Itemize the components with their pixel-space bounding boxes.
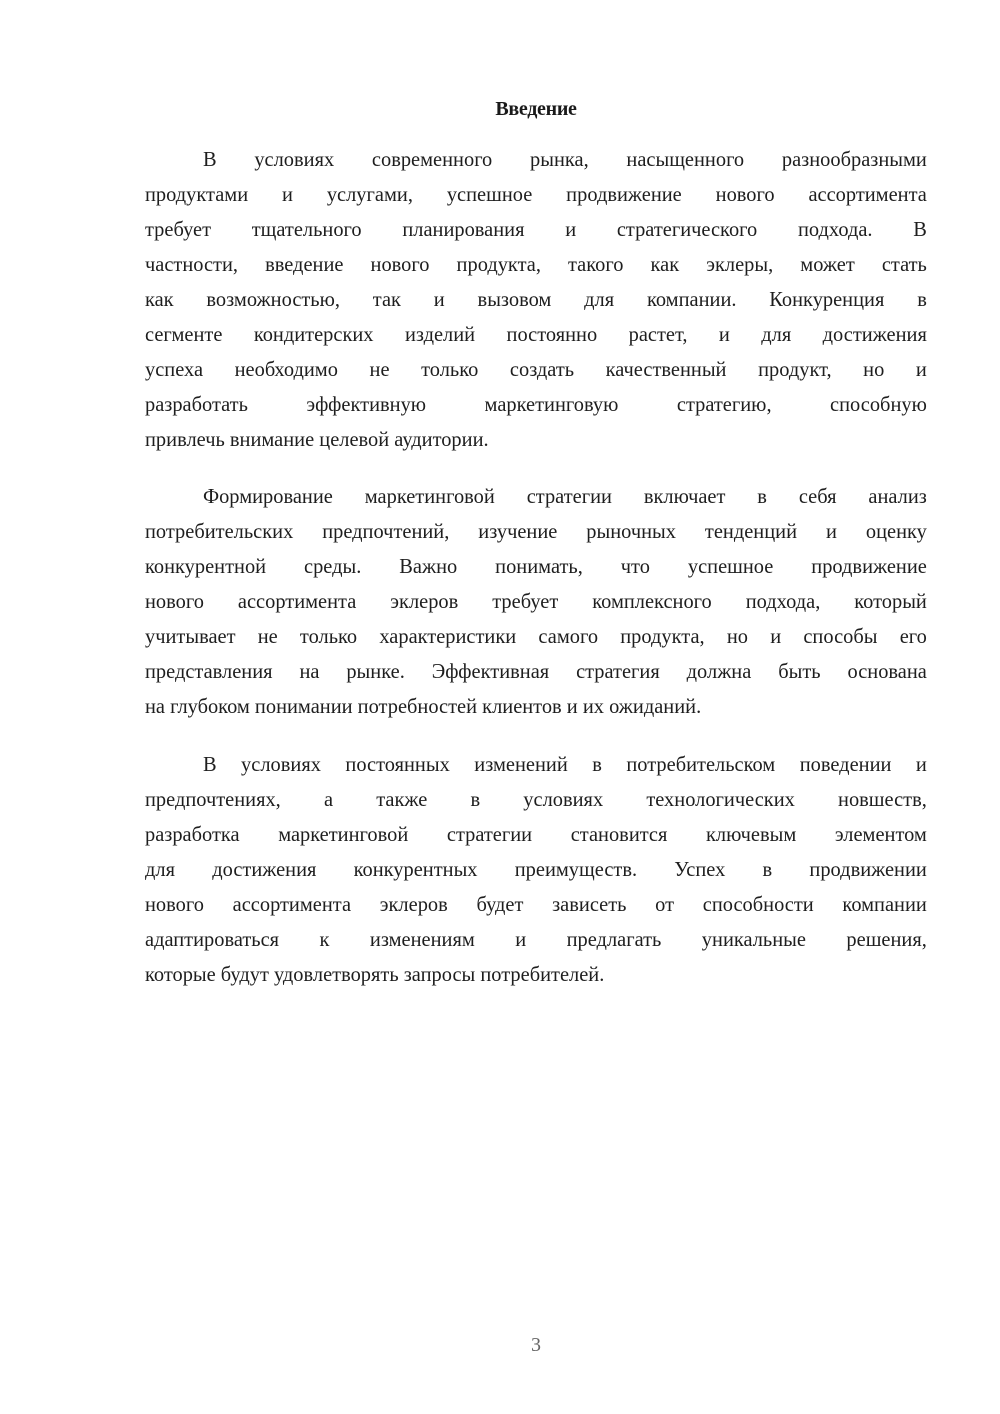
section-title: Введение bbox=[495, 98, 577, 120]
text-line: частности, введение нового продукта, такого как эклеры, может стать bbox=[145, 252, 927, 276]
text-line: продуктами и услугами, успешное продвижение нового ассортимента bbox=[145, 182, 927, 206]
text-line: представления на рынке. Эффективная стратегия должна быть основана bbox=[145, 659, 927, 683]
text-line: для достижения конкурентных преимуществ. Успех в продвижении bbox=[145, 857, 927, 881]
text-line: привлечь внимание целевой аудитории. bbox=[145, 427, 489, 451]
text-line: В условиях постоянных изменений в потребительском поведении и bbox=[202, 752, 927, 776]
text-line: нового ассортимента эклеров будет зависеть от способности компании bbox=[145, 892, 927, 916]
text-line: нового ассортимента эклеров требует комплексного подхода, который bbox=[145, 589, 927, 613]
text-line: требует тщательного планирования и стратегического подхода. В bbox=[145, 217, 927, 241]
text-line: успеха необходимо не только создать качественный продукт, но и bbox=[145, 357, 927, 381]
paragraph-3 bbox=[145, 747, 927, 992]
text-line: разработка маркетинговой стратегии становится ключевым элементом bbox=[145, 822, 927, 846]
text-line: на глубоком понимании потребностей клиентов и их ожиданий. bbox=[145, 694, 702, 718]
text-line: учитывает не только характеристики самого продукта, но и способы его bbox=[145, 624, 927, 648]
page-number: 3 bbox=[531, 1334, 541, 1356]
text-line: сегменте кондитерских изделий постоянно растет, и для достижения bbox=[145, 322, 927, 346]
text-line: как возможностью, так и вызовом для компании. Конкуренция в bbox=[145, 287, 927, 311]
text-line: предпочтениях, а также в условиях технологических новшеств, bbox=[145, 787, 927, 811]
text-line: Формирование маркетинговой стратегии включает в себя анализ bbox=[202, 484, 927, 508]
text-line: которые будут удовлетворять запросы потребителей. bbox=[145, 962, 605, 986]
text-line: конкурентной среды. Важно понимать, что успешное продвижение bbox=[145, 554, 927, 578]
text-line: В условиях современного рынка, насыщенного разнообразными bbox=[202, 147, 927, 171]
paragraph-2 bbox=[145, 479, 927, 724]
text-line: потребительских предпочтений, изучение рыночных тенденций и оценку bbox=[145, 519, 927, 543]
text-line: разработать эффективную маркетинговую стратегию, способную bbox=[145, 392, 927, 416]
paragraph-1 bbox=[145, 142, 927, 457]
text-line: адаптироваться к изменениям и предлагать уникальные решения, bbox=[145, 927, 927, 951]
